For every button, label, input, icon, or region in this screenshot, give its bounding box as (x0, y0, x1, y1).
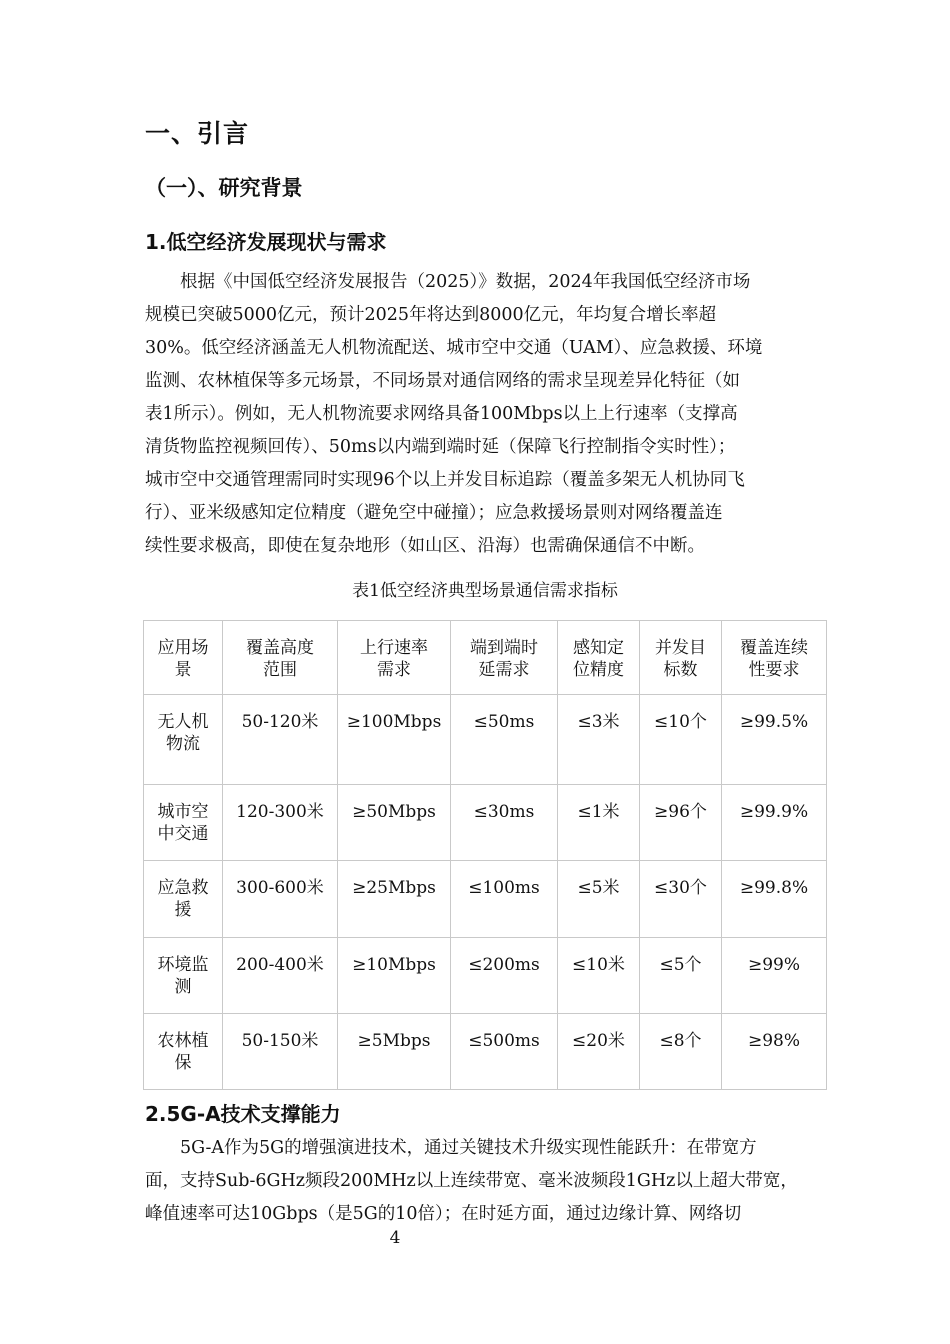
cell-line: 物流 (166, 734, 200, 754)
paragraph-line: 行）、亚米级感知定位精度（避免空中碰撞）；应急救援场景则对网络覆盖连 (145, 503, 723, 523)
table-cell-scenario (144, 785, 223, 861)
header-line: 景 (174, 660, 192, 680)
cell-line: 保 (174, 1053, 192, 1073)
table-cell: ≤200ms (451, 938, 558, 1014)
header-line: 覆盖连续 (740, 638, 808, 658)
cell-line: 无人机 (157, 712, 209, 732)
header-line: 位精度 (573, 660, 624, 680)
paragraph-market-overview (145, 266, 805, 563)
paragraph-line: 30%。低空经济涵盖无人机物流配送、城市空中交通（UAM）、应急救援、环境 (145, 338, 763, 358)
table-cell: ≤10个 (640, 695, 722, 785)
table-cell: 200-400米 (223, 938, 338, 1014)
table-cell-scenario (144, 861, 223, 938)
table-row (144, 938, 827, 1014)
header-line: 覆盖高度 (246, 638, 314, 658)
header-line: 端到端时 (470, 638, 538, 658)
cell-line: 城市空 (157, 802, 209, 822)
table-caption: 表1低空经济典型场景通信需求指标 (352, 581, 618, 601)
table-row (144, 1014, 827, 1090)
table-header-row (144, 621, 827, 695)
table-cell-scenario (144, 938, 223, 1014)
table-cell: ≥100Mbps (338, 695, 451, 785)
cell-line: 应急救 (157, 878, 209, 898)
paragraph-line: 续性要求极高，即使在复杂地形（如山区、沿海）也需确保通信不中断。 (145, 536, 705, 556)
paragraph-line: 监测、农林植保等多元场景，不同场景对通信网络的需求呈现差异化特征（如 (145, 371, 740, 391)
table-cell-scenario (144, 695, 223, 785)
header-line: 需求 (377, 660, 411, 680)
table-cell-scenario (144, 1014, 223, 1090)
paragraph-line: 表1所示）。例如，无人机物流要求网络具备100Mbps以上上行速率（支撑高 (145, 404, 738, 424)
column-header (451, 621, 558, 695)
paragraph-line: 峰值速率可达10Gbps（是5G的10倍）；在时延方面，通过边缘计算、网络切 (145, 1204, 742, 1224)
paragraph-line: 根据《中国低空经济发展报告（2025）》数据，2024年我国低空经济市场 (180, 272, 751, 292)
table-cell: ≤20米 (558, 1014, 640, 1090)
paragraph-5ga-capability (145, 1132, 805, 1231)
cell-line: 援 (174, 900, 192, 920)
table-cell: ≥99.9% (722, 785, 827, 861)
requirements-table (143, 620, 827, 1090)
table-row (144, 785, 827, 861)
paragraph-line: 面，支持Sub-6GHz频段200MHz以上连续带宽、毫米波频段1GHz以上超大带宽， (145, 1171, 798, 1191)
table-row (144, 695, 827, 785)
table-cell: 300-600米 (223, 861, 338, 938)
header-line: 上行速率 (360, 638, 428, 658)
paragraph-line: 规模已突破5000亿元，预计2025年将达到8000亿元，年均复合增长率超 (145, 305, 717, 325)
table-cell: 120-300米 (223, 785, 338, 861)
paragraph-line: 城市空中交通管理需同时实现96个以上并发目标追踪（覆盖多架无人机协同飞 (145, 470, 745, 490)
column-header (722, 621, 827, 695)
table-cell: 50-120米 (223, 695, 338, 785)
table-cell: ≥99% (722, 938, 827, 1014)
cell-line: 农林植 (157, 1031, 209, 1051)
paragraph-line: 清货物监控视频回传）、50ms以内端到端时延（保障飞行控制指令实时性）； (145, 437, 736, 457)
header-line: 应用场 (157, 638, 209, 658)
table-cell: ≤5个 (640, 938, 722, 1014)
column-header (223, 621, 338, 695)
subsubsection-heading-1: 1.低空经济发展现状与需求 (145, 230, 387, 254)
table-cell: ≤30个 (640, 861, 722, 938)
header-line: 性要求 (748, 660, 800, 680)
section-heading: 一、引言 (145, 119, 250, 148)
table-cell: ≤5米 (558, 861, 640, 938)
table-cell: ≥98% (722, 1014, 827, 1090)
column-header (338, 621, 451, 695)
table-cell: ≤3米 (558, 695, 640, 785)
page-number: 4 (389, 1228, 401, 1248)
table-cell: ≤500ms (451, 1014, 558, 1090)
table-cell: 50-150米 (223, 1014, 338, 1090)
table-cell: ≥10Mbps (338, 938, 451, 1014)
column-header (144, 621, 223, 695)
header-line: 并发目 (655, 638, 706, 658)
column-header (558, 621, 640, 695)
table-cell: ≤8个 (640, 1014, 722, 1090)
table-row (144, 861, 827, 938)
table-cell: ≥99.5% (722, 695, 827, 785)
header-line: 延需求 (478, 660, 530, 680)
table-cell: ≤10米 (558, 938, 640, 1014)
table-cell: ≥25Mbps (338, 861, 451, 938)
header-line: 标数 (663, 660, 698, 680)
subsection-heading: （一）、研究背景 (145, 176, 303, 200)
table-cell: ≥5Mbps (338, 1014, 451, 1090)
table-cell: ≥99.8% (722, 861, 827, 938)
table-cell: ≤100ms (451, 861, 558, 938)
table-cell: ≤50ms (451, 695, 558, 785)
cell-line: 环境监 (157, 955, 209, 975)
subsubsection-heading-2: 2.5G-A技术支撑能力 (145, 1102, 341, 1126)
column-header (640, 621, 722, 695)
table-cell: ≤1米 (558, 785, 640, 861)
cell-line: 测 (174, 977, 192, 997)
cell-line: 中交通 (157, 824, 209, 844)
table-cell: ≥96个 (640, 785, 722, 861)
header-line: 范围 (263, 660, 297, 680)
header-line: 感知定 (573, 638, 624, 658)
paragraph-line: 5G-A作为5G的增强演进技术，通过关键技术升级实现性能跃升：在带宽方 (180, 1138, 757, 1158)
table-cell: ≤30ms (451, 785, 558, 861)
table-cell: ≥50Mbps (338, 785, 451, 861)
